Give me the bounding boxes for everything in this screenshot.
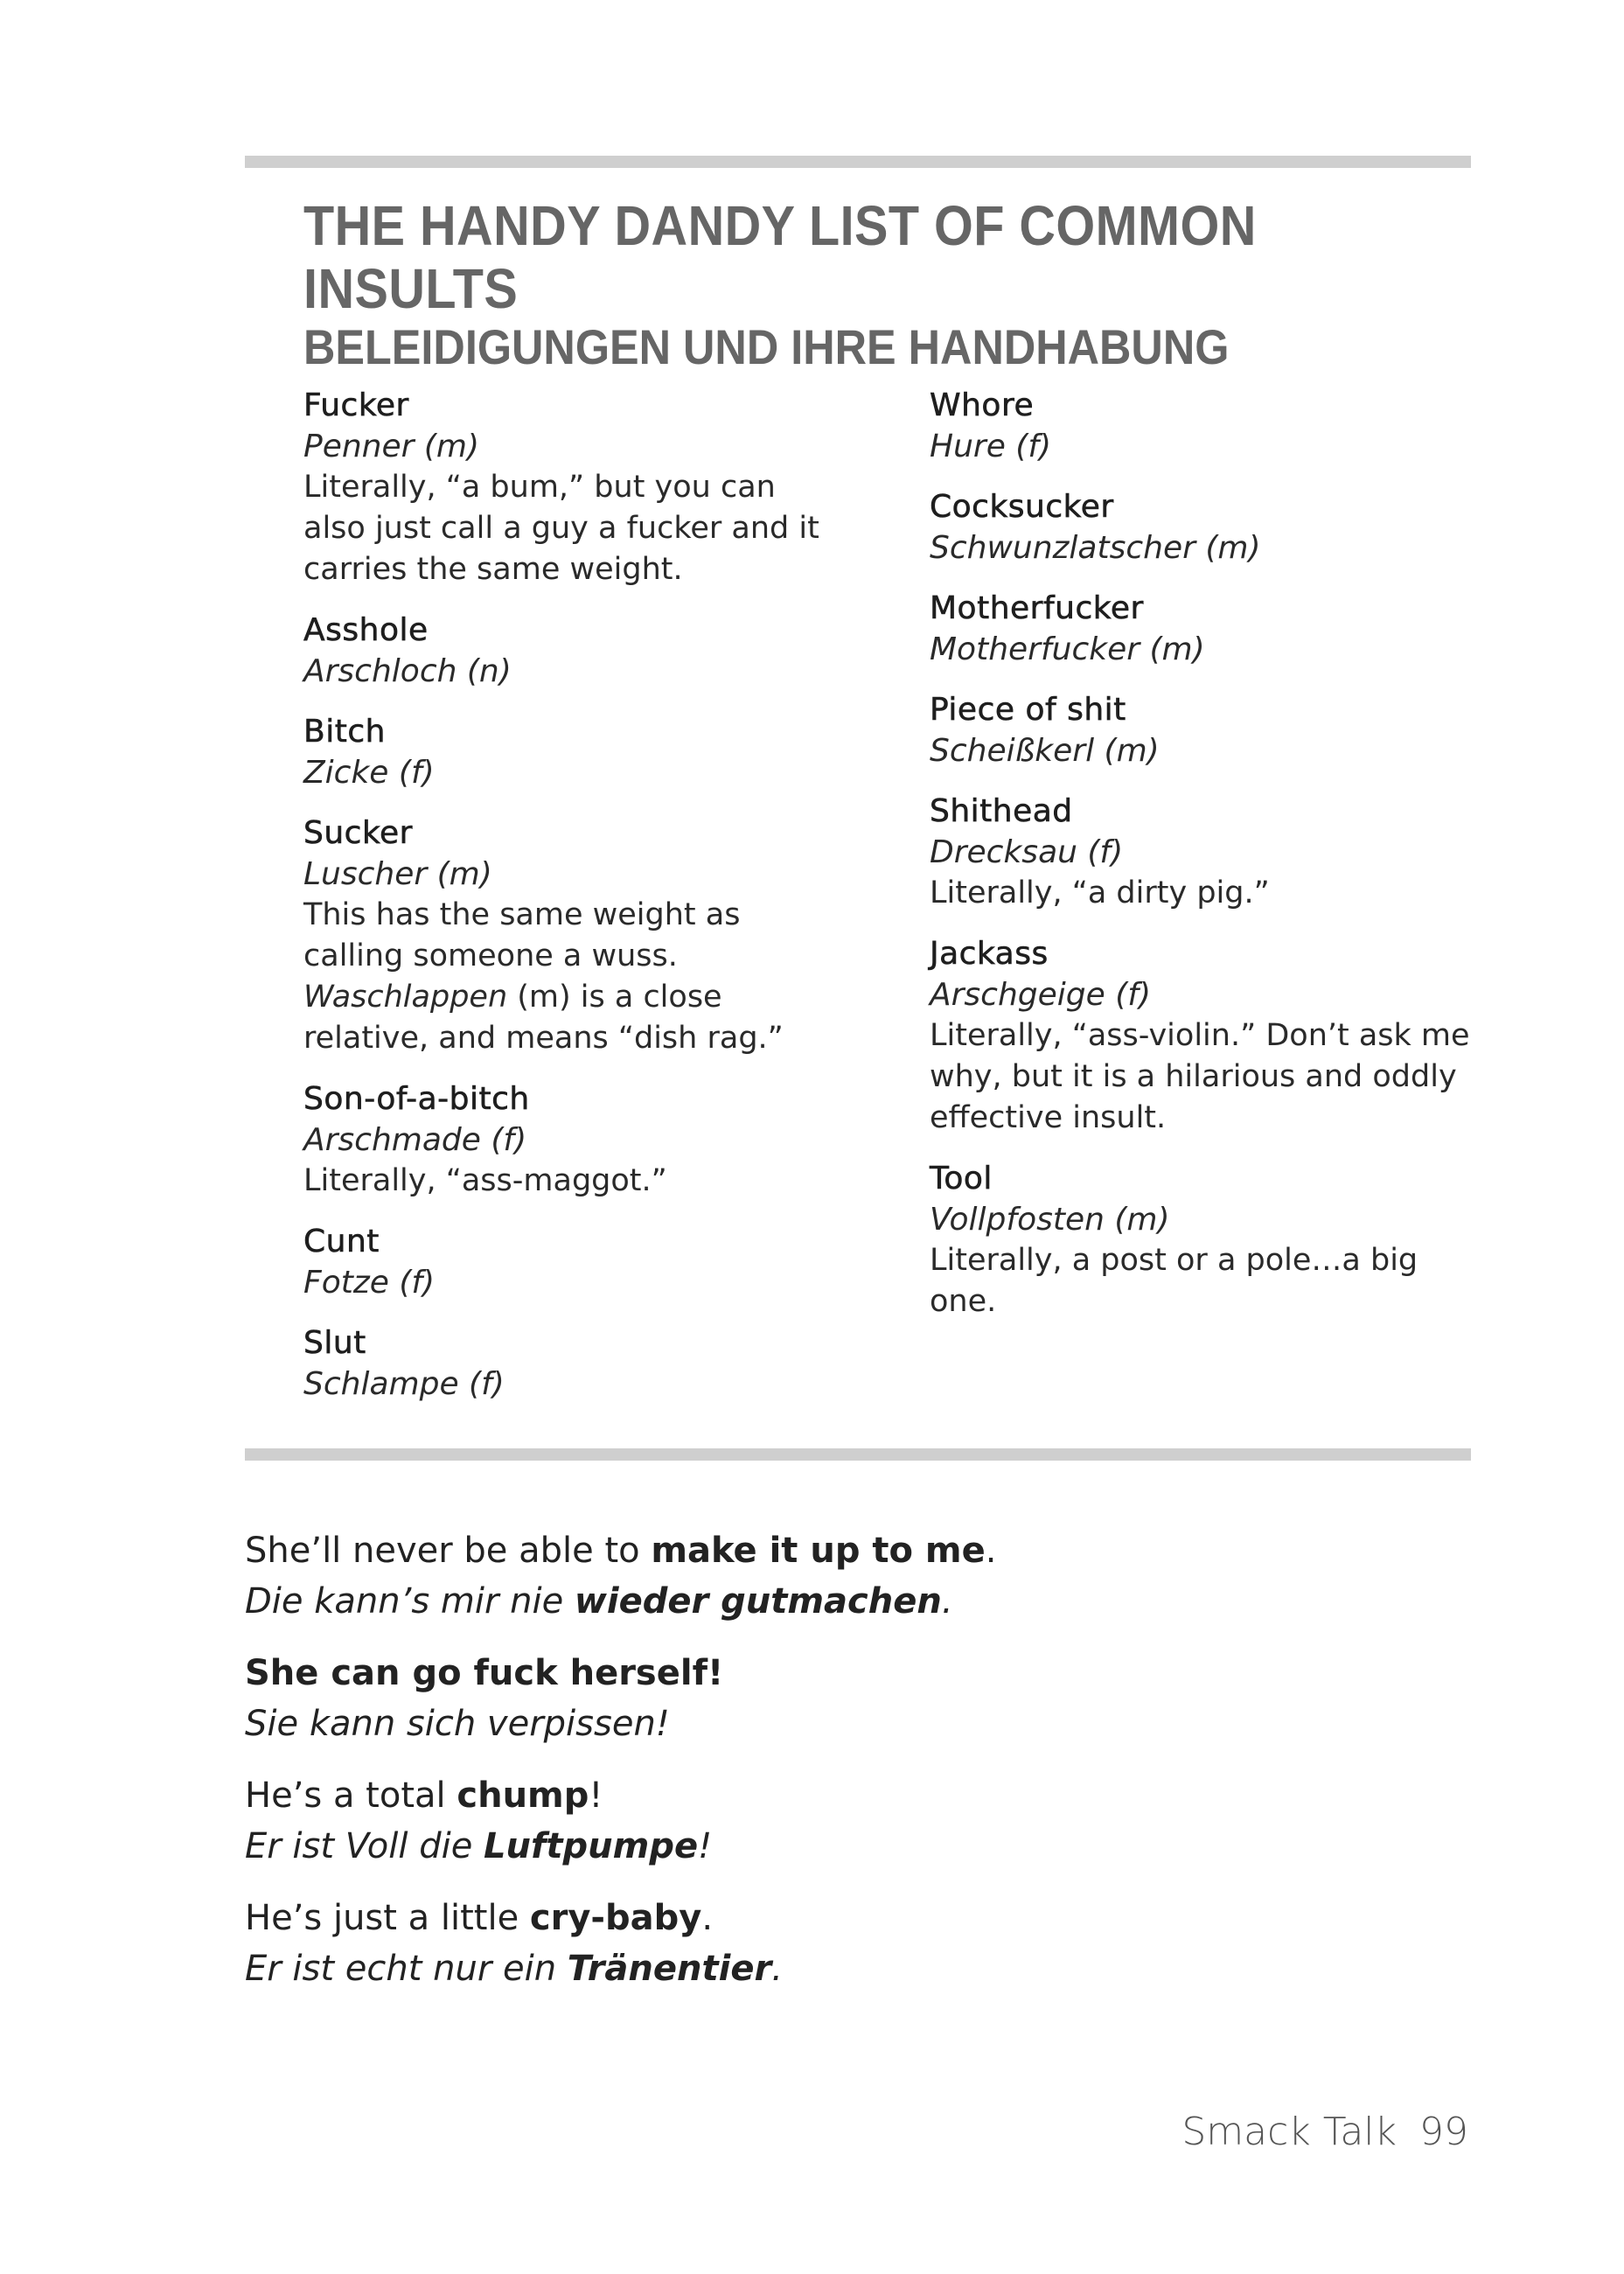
example-german-text: Er ist Voll die	[245, 1826, 484, 1866]
right-column	[930, 385, 1472, 1342]
example-phrase	[245, 1893, 1469, 1994]
insult-translation: Vollpfosten (m)	[930, 1202, 1170, 1238]
insult-term: Piece of shit	[930, 692, 1126, 728]
insult-translation: Fotze (f)	[303, 1265, 436, 1301]
insult-term: Whore	[930, 387, 1035, 423]
insult-translation: Schwunzlatscher (m)	[930, 530, 1261, 566]
insult-translation: Zicke (f)	[303, 755, 435, 791]
insult-note-rest: (m) is a close relative, and means “dish rag.”	[303, 980, 784, 1056]
insult-translation: Luscher (m)	[303, 856, 492, 892]
example-english-end: .	[701, 1898, 714, 1938]
insult-term: Motherfucker	[930, 590, 1144, 626]
example-english	[245, 1648, 1469, 1699]
insult-note: Literally, “ass-maggot.”	[303, 1163, 667, 1198]
insult-entry	[303, 711, 846, 793]
example-english-bold: chump	[457, 1775, 589, 1816]
insult-note: Literally, a post or a pole…a big one.	[930, 1243, 1418, 1319]
insult-translation: Arschgeige (f)	[930, 977, 1152, 1013]
insult-entry	[303, 610, 846, 692]
example-german-bold: Luftpumpe	[484, 1826, 699, 1866]
insult-term: Son-of-a-bitch	[303, 1081, 530, 1117]
insult-term: Bitch	[303, 714, 386, 750]
example-english-bold: make it up to me	[651, 1531, 986, 1571]
example-german	[245, 1821, 1469, 1872]
insult-translation: Scheißkerl (m)	[930, 733, 1160, 769]
insult-translation: Arschloch (n)	[303, 653, 512, 689]
page-number: 99	[1419, 2110, 1468, 2154]
insult-term: Shithead	[930, 793, 1073, 829]
example-phrases	[245, 1525, 1469, 2015]
insult-note	[303, 895, 846, 1059]
example-german-end: !	[698, 1826, 713, 1866]
example-german-bold: wieder gutmachen	[574, 1581, 942, 1622]
insult-entry	[303, 1322, 846, 1405]
insult-entry	[930, 486, 1472, 568]
insult-entry	[930, 791, 1472, 914]
example-german-end: .	[941, 1581, 953, 1622]
insult-term: Jackass	[930, 936, 1049, 972]
left-column	[303, 385, 846, 1424]
example-english-end: !	[589, 1775, 603, 1816]
example-phrase	[245, 1648, 1469, 1749]
example-english-bold: She can go fuck herself!	[245, 1653, 724, 1693]
insult-note: Literally, “a dirty pig.”	[930, 875, 1270, 910]
insult-term: Cunt	[303, 1224, 380, 1259]
example-english-text: He’s a total	[245, 1775, 457, 1816]
insult-term: Slut	[303, 1325, 366, 1361]
insult-translation: Arschmade (f)	[303, 1122, 527, 1158]
insult-term: Sucker	[303, 815, 413, 851]
insult-translation: Hure (f)	[930, 429, 1052, 464]
bottom-rule	[245, 1448, 1471, 1461]
insult-entry	[930, 933, 1472, 1139]
example-german-bold: Tränentier	[567, 1949, 772, 1989]
insult-entry	[303, 1078, 846, 1202]
example-english-text: She’ll never be able to	[245, 1531, 652, 1571]
page-footer	[1181, 2106, 1468, 2159]
example-german-text: Sie kann sich verpissen!	[245, 1704, 670, 1744]
example-phrase	[245, 1770, 1469, 1872]
example-english	[245, 1893, 1469, 1943]
box-heading	[303, 194, 1423, 374]
example-english	[245, 1770, 1469, 1821]
example-german-text: Er ist echt nur ein	[245, 1949, 568, 1989]
example-english-bold: cry-baby	[529, 1898, 702, 1938]
example-german	[245, 1699, 1469, 1749]
example-german-text: Die kann’s mir nie	[245, 1581, 575, 1622]
insult-term: Asshole	[303, 612, 429, 648]
insult-entry	[930, 588, 1472, 670]
box-title: THE HANDY DANDY LIST OF COMMON INSULTS	[303, 194, 1257, 320]
insult-entry	[303, 813, 846, 1059]
insult-translation: Drecksau (f)	[930, 834, 1124, 870]
example-english-end: .	[985, 1531, 997, 1571]
insult-entry	[303, 1221, 846, 1303]
section-name: Smack Talk	[1181, 2110, 1397, 2154]
example-german-end: .	[771, 1949, 783, 1989]
example-german	[245, 1576, 1469, 1627]
insult-note-text: This has the same weight as calling someone a wuss.	[303, 897, 741, 973]
insult-note: Literally, “a bum,” but you can also just call a guy a fucker and it carries the same weight.	[303, 470, 819, 587]
insult-term: Fucker	[303, 387, 409, 423]
example-german	[245, 1943, 1469, 1994]
insult-term: Cocksucker	[930, 489, 1114, 525]
insult-entry	[930, 385, 1472, 467]
insult-note: Literally, “ass-violin.” Don’t ask me why, but it is a hilarious and oddly effective insult.	[930, 1018, 1470, 1135]
example-phrase	[245, 1525, 1469, 1627]
insult-translation: Penner (m)	[303, 429, 480, 464]
insult-translation: Motherfucker (m)	[930, 631, 1205, 667]
example-english-text: He’s just a little	[245, 1898, 530, 1938]
box-subtitle: BELEIDIGUNGEN UND IHRE HANDHABUNG	[303, 319, 1230, 374]
insult-entry	[930, 689, 1472, 771]
insult-term: Tool	[930, 1161, 993, 1196]
insult-entry	[930, 1158, 1472, 1322]
example-english	[245, 1525, 1469, 1576]
insult-entry	[303, 385, 846, 590]
insult-translation: Schlampe (f)	[303, 1366, 505, 1402]
top-rule	[245, 156, 1471, 168]
insult-note-italic: Waschlappen	[303, 980, 508, 1015]
